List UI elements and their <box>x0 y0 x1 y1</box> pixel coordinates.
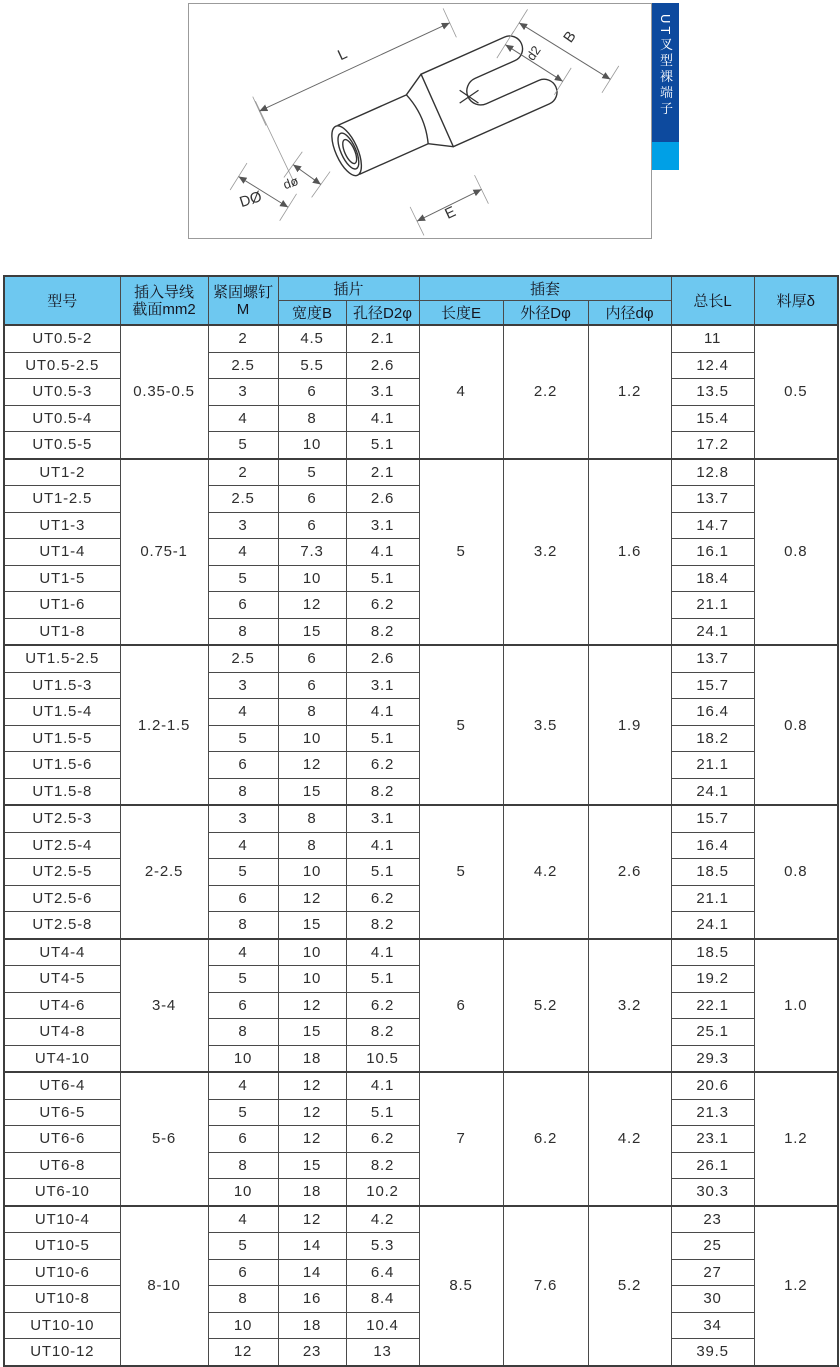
tab-width-cell: 14 <box>278 1233 346 1260</box>
screw-cell: 5 <box>208 859 278 886</box>
total-length-cell: 21.1 <box>671 885 754 912</box>
model-cell: UT10-10 <box>4 1312 120 1339</box>
category-tab-label: UT叉型裸端子 <box>658 14 673 118</box>
model-cell: UT1-5 <box>4 565 120 592</box>
screw-cell: 4 <box>208 1072 278 1099</box>
tab-hole-cell: 3.1 <box>346 805 419 832</box>
total-length-cell: 23.1 <box>671 1126 754 1153</box>
tab-width-cell: 6 <box>278 645 346 672</box>
model-cell: UT1-8 <box>4 618 120 645</box>
thickness-cell: 0.8 <box>754 805 838 939</box>
sleeve-length-cell: 7 <box>419 1072 503 1206</box>
wire-range-cell: 2-2.5 <box>120 805 208 939</box>
model-cell: UT1.5-2.5 <box>4 645 120 672</box>
tab-hole-cell: 5.3 <box>346 1233 419 1260</box>
tab-hole-cell: 4.1 <box>346 832 419 859</box>
model-cell: UT1-2.5 <box>4 486 120 513</box>
tab-hole-cell: 4.1 <box>346 405 419 432</box>
total-length-cell: 15.4 <box>671 405 754 432</box>
screw-cell: 5 <box>208 432 278 459</box>
model-cell: UT4-4 <box>4 939 120 966</box>
screw-cell: 3 <box>208 672 278 699</box>
header-wire-line1: 插入导线 <box>133 283 194 301</box>
tab-width-cell: 10 <box>278 859 346 886</box>
tab-hole-cell: 8.2 <box>346 1152 419 1179</box>
total-length-cell: 18.5 <box>671 859 754 886</box>
screw-cell: 3 <box>208 805 278 832</box>
tab-width-cell: 18 <box>278 1179 346 1206</box>
dimension-lines <box>239 23 611 221</box>
screw-cell: 10 <box>208 1045 278 1072</box>
header-model: 型号 <box>4 276 120 325</box>
screw-cell: 8 <box>208 1286 278 1313</box>
wire-range-cell: 5-6 <box>120 1072 208 1206</box>
tab-width-cell: 10 <box>278 939 346 966</box>
tab-width-cell: 12 <box>278 1072 346 1099</box>
thickness-cell: 0.8 <box>754 459 838 646</box>
total-length-cell: 16.1 <box>671 539 754 566</box>
tab-width-cell: 5 <box>278 459 346 486</box>
tab-width-cell: 15 <box>278 778 346 805</box>
sleeve-id-cell: 1.2 <box>588 325 671 459</box>
sleeve-od-cell: 3.2 <box>503 459 588 646</box>
sleeve-length-cell: 5 <box>419 805 503 939</box>
screw-cell: 8 <box>208 1019 278 1046</box>
model-cell: UT0.5-2 <box>4 325 120 352</box>
extension-lines <box>230 8 619 235</box>
tab-hole-cell: 2.1 <box>346 459 419 486</box>
table-row <box>4 325 838 352</box>
model-cell: UT6-4 <box>4 1072 120 1099</box>
total-length-cell: 22.1 <box>671 992 754 1019</box>
sleeve-id-cell: 3.2 <box>588 939 671 1073</box>
total-length-cell: 24.1 <box>671 912 754 939</box>
total-length-cell: 26.1 <box>671 1152 754 1179</box>
wire-range-cell: 3-4 <box>120 939 208 1073</box>
screw-cell: 5 <box>208 966 278 993</box>
thickness-cell: 0.8 <box>754 645 838 805</box>
model-cell: UT2.5-5 <box>4 859 120 886</box>
tab-hole-cell: 5.1 <box>346 565 419 592</box>
model-cell: UT10-6 <box>4 1259 120 1286</box>
tab-hole-cell: 8.2 <box>346 912 419 939</box>
model-cell: UT10-8 <box>4 1286 120 1313</box>
tab-width-cell: 10 <box>278 432 346 459</box>
tab-width-cell: 7.3 <box>278 539 346 566</box>
tab-width-cell: 12 <box>278 1126 346 1153</box>
screw-cell: 5 <box>208 725 278 752</box>
dim-label-B: B <box>560 28 580 46</box>
tab-width-cell: 6 <box>278 672 346 699</box>
total-length-cell: 25.1 <box>671 1019 754 1046</box>
model-cell: UT6-6 <box>4 1126 120 1153</box>
tab-width-cell: 12 <box>278 1099 346 1126</box>
total-length-cell: 16.4 <box>671 832 754 859</box>
total-length-cell: 18.5 <box>671 939 754 966</box>
tab-hole-cell: 5.1 <box>346 859 419 886</box>
tab-hole-cell: 8.2 <box>346 1019 419 1046</box>
header-tab-width: 宽度B <box>278 301 346 326</box>
tab-width-cell: 6 <box>278 486 346 513</box>
tab-width-cell: 4.5 <box>278 325 346 352</box>
category-side-tab <box>652 3 679 170</box>
header-screw <box>208 276 278 325</box>
thickness-cell: 1.0 <box>754 939 838 1073</box>
header-total-length: 总长L <box>671 276 754 325</box>
tab-hole-cell: 3.1 <box>346 512 419 539</box>
tab-width-cell: 12 <box>278 752 346 779</box>
screw-cell: 2.5 <box>208 645 278 672</box>
screw-cell: 2.5 <box>208 352 278 379</box>
screw-cell: 6 <box>208 992 278 1019</box>
tab-hole-cell: 8.4 <box>346 1286 419 1313</box>
tab-width-cell: 8 <box>278 832 346 859</box>
tab-width-cell: 8 <box>278 699 346 726</box>
tab-hole-cell: 10.4 <box>346 1312 419 1339</box>
tab-width-cell: 14 <box>278 1259 346 1286</box>
screw-cell: 8 <box>208 778 278 805</box>
screw-cell: 2 <box>208 325 278 352</box>
total-length-cell: 13.5 <box>671 379 754 406</box>
tab-width-cell: 12 <box>278 885 346 912</box>
model-cell: UT4-10 <box>4 1045 120 1072</box>
dim-label-d2: d2 <box>523 42 544 64</box>
screw-cell: 6 <box>208 1259 278 1286</box>
screw-cell: 2.5 <box>208 486 278 513</box>
model-cell: UT10-5 <box>4 1233 120 1260</box>
wire-range-cell: 1.2-1.5 <box>120 645 208 805</box>
model-cell: UT6-8 <box>4 1152 120 1179</box>
tab-width-cell: 15 <box>278 912 346 939</box>
total-length-cell: 23 <box>671 1206 754 1233</box>
tab-hole-cell: 10.5 <box>346 1045 419 1072</box>
model-cell: UT4-8 <box>4 1019 120 1046</box>
total-length-cell: 15.7 <box>671 672 754 699</box>
tab-hole-cell: 2.1 <box>346 325 419 352</box>
tab-hole-cell: 3.1 <box>346 672 419 699</box>
tab-hole-cell: 6.2 <box>346 1126 419 1153</box>
total-length-cell: 21.3 <box>671 1099 754 1126</box>
tab-width-cell: 5.5 <box>278 352 346 379</box>
thickness-cell: 1.2 <box>754 1072 838 1206</box>
model-cell: UT1-3 <box>4 512 120 539</box>
total-length-cell: 18.2 <box>671 725 754 752</box>
tab-hole-cell: 6.2 <box>346 752 419 779</box>
tab-hole-cell: 2.6 <box>346 352 419 379</box>
total-length-cell: 13.7 <box>671 645 754 672</box>
tab-width-cell: 10 <box>278 966 346 993</box>
tab-width-cell: 12 <box>278 1206 346 1233</box>
model-cell: UT2.5-6 <box>4 885 120 912</box>
total-length-cell: 30.3 <box>671 1179 754 1206</box>
sleeve-od-cell: 7.6 <box>503 1206 588 1366</box>
total-length-cell: 11 <box>671 325 754 352</box>
sleeve-od-cell: 3.5 <box>503 645 588 805</box>
header-screw-line2: M <box>236 300 250 318</box>
total-length-cell: 15.7 <box>671 805 754 832</box>
total-length-cell: 19.2 <box>671 966 754 993</box>
tab-width-cell: 6 <box>278 512 346 539</box>
screw-cell: 5 <box>208 1233 278 1260</box>
table-row <box>4 645 838 672</box>
tab-hole-cell: 5.1 <box>346 1099 419 1126</box>
dim-label-D-big: DØ <box>237 188 264 212</box>
tab-width-cell: 8 <box>278 805 346 832</box>
wire-range-cell: 0.75-1 <box>120 459 208 646</box>
tab-width-cell: 18 <box>278 1312 346 1339</box>
model-cell: UT2.5-4 <box>4 832 120 859</box>
tab-hole-cell: 5.1 <box>346 432 419 459</box>
tab-hole-cell: 3.1 <box>346 379 419 406</box>
model-cell: UT6-10 <box>4 1179 120 1206</box>
model-cell: UT10-4 <box>4 1206 120 1233</box>
sleeve-id-cell: 2.6 <box>588 805 671 939</box>
tab-width-cell: 16 <box>278 1286 346 1313</box>
screw-cell: 8 <box>208 618 278 645</box>
total-length-cell: 25 <box>671 1233 754 1260</box>
total-length-cell: 14.7 <box>671 512 754 539</box>
screw-cell: 4 <box>208 1206 278 1233</box>
sleeve-length-cell: 6 <box>419 939 503 1073</box>
tab-hole-cell: 4.1 <box>346 939 419 966</box>
screw-cell: 4 <box>208 699 278 726</box>
tab-width-cell: 15 <box>278 1019 346 1046</box>
model-cell: UT1-2 <box>4 459 120 486</box>
model-cell: UT1.5-8 <box>4 778 120 805</box>
header-screw-line1: 紧固螺钉 <box>212 283 273 301</box>
wire-range-cell: 0.35-0.5 <box>120 325 208 459</box>
table-row <box>4 939 838 966</box>
model-cell: UT4-6 <box>4 992 120 1019</box>
sleeve-length-cell: 5 <box>419 645 503 805</box>
total-length-cell: 13.7 <box>671 486 754 513</box>
model-cell: UT0.5-3 <box>4 379 120 406</box>
screw-cell: 8 <box>208 912 278 939</box>
sleeve-id-cell: 5.2 <box>588 1206 671 1366</box>
header-sleeve-length: 长度E <box>419 301 503 326</box>
total-length-cell: 21.1 <box>671 752 754 779</box>
terminal-drawing-frame <box>188 3 652 239</box>
screw-cell: 3 <box>208 512 278 539</box>
total-length-cell: 27 <box>671 1259 754 1286</box>
tab-hole-cell: 6.2 <box>346 992 419 1019</box>
tab-hole-cell: 8.2 <box>346 778 419 805</box>
model-cell: UT6-5 <box>4 1099 120 1126</box>
screw-cell: 4 <box>208 832 278 859</box>
screw-cell: 3 <box>208 379 278 406</box>
sleeve-od-cell: 5.2 <box>503 939 588 1073</box>
tab-hole-cell: 2.6 <box>346 645 419 672</box>
tab-width-cell: 6 <box>278 379 346 406</box>
tab-hole-cell: 5.1 <box>346 966 419 993</box>
table-row <box>4 1206 838 1233</box>
sleeve-id-cell: 1.6 <box>588 459 671 646</box>
model-cell: UT1.5-5 <box>4 725 120 752</box>
tab-hole-cell: 5.1 <box>346 725 419 752</box>
total-length-cell: 18.4 <box>671 565 754 592</box>
thickness-cell: 1.2 <box>754 1206 838 1366</box>
tab-width-cell: 12 <box>278 592 346 619</box>
screw-cell: 6 <box>208 1126 278 1153</box>
thickness-cell: 0.5 <box>754 325 838 459</box>
table-row <box>4 459 838 486</box>
tab-width-cell: 18 <box>278 1045 346 1072</box>
wire-range-cell: 8-10 <box>120 1206 208 1366</box>
tab-hole-cell: 8.2 <box>346 618 419 645</box>
model-cell: UT1.5-3 <box>4 672 120 699</box>
tab-width-cell: 15 <box>278 1152 346 1179</box>
total-length-cell: 12.4 <box>671 352 754 379</box>
total-length-cell: 20.6 <box>671 1072 754 1099</box>
table-row <box>4 1072 838 1099</box>
sleeve-id-cell: 4.2 <box>588 1072 671 1206</box>
sleeve-od-cell: 4.2 <box>503 805 588 939</box>
header-tab-hole: 孔径D2φ <box>346 301 419 326</box>
total-length-cell: 34 <box>671 1312 754 1339</box>
total-length-cell: 21.1 <box>671 592 754 619</box>
table-row <box>4 805 838 832</box>
tab-hole-cell: 6.2 <box>346 885 419 912</box>
total-length-cell: 24.1 <box>671 778 754 805</box>
header-wire-section <box>120 276 208 325</box>
tab-width-cell: 23 <box>278 1339 346 1366</box>
screw-cell: 4 <box>208 539 278 566</box>
header-thickness: 料厚δ <box>754 276 838 325</box>
tab-hole-cell: 2.6 <box>346 486 419 513</box>
tab-hole-cell: 4.1 <box>346 699 419 726</box>
screw-cell: 6 <box>208 885 278 912</box>
screw-cell: 6 <box>208 752 278 779</box>
tab-width-cell: 10 <box>278 725 346 752</box>
header-wire-line2: 截面mm2 <box>132 300 196 318</box>
tab-width-cell: 12 <box>278 992 346 1019</box>
tab-width-cell: 8 <box>278 405 346 432</box>
total-length-cell: 39.5 <box>671 1339 754 1366</box>
screw-cell: 5 <box>208 565 278 592</box>
sleeve-length-cell: 4 <box>419 325 503 459</box>
model-cell: UT1-4 <box>4 539 120 566</box>
sleeve-id-cell: 1.9 <box>588 645 671 805</box>
model-cell: UT4-5 <box>4 966 120 993</box>
header-sleeve-id: 内径dφ <box>588 301 671 326</box>
header-sleeve-group: 插套 <box>419 276 671 301</box>
screw-cell: 2 <box>208 459 278 486</box>
screw-cell: 6 <box>208 592 278 619</box>
category-tab-accent <box>652 142 679 170</box>
model-cell: UT1.5-6 <box>4 752 120 779</box>
dim-label-L: L <box>335 46 350 65</box>
screw-cell: 4 <box>208 939 278 966</box>
dim-label-E: E <box>442 204 459 223</box>
model-cell: UT10-12 <box>4 1339 120 1366</box>
screw-cell: 10 <box>208 1312 278 1339</box>
slot-cross-mark <box>460 90 479 103</box>
model-cell: UT0.5-5 <box>4 432 120 459</box>
sleeve-length-cell: 5 <box>419 459 503 646</box>
total-length-cell: 24.1 <box>671 618 754 645</box>
screw-cell: 12 <box>208 1339 278 1366</box>
model-cell: UT0.5-2.5 <box>4 352 120 379</box>
model-cell: UT2.5-3 <box>4 805 120 832</box>
spec-table <box>3 275 839 1367</box>
total-length-cell: 17.2 <box>671 432 754 459</box>
tab-hole-cell: 4.1 <box>346 1072 419 1099</box>
model-cell: UT1-6 <box>4 592 120 619</box>
total-length-cell: 29.3 <box>671 1045 754 1072</box>
screw-cell: 4 <box>208 405 278 432</box>
model-cell: UT2.5-8 <box>4 912 120 939</box>
category-tab-dark <box>652 3 679 142</box>
screw-cell: 10 <box>208 1179 278 1206</box>
tab-hole-cell: 10.2 <box>346 1179 419 1206</box>
model-cell: UT1.5-4 <box>4 699 120 726</box>
tab-hole-cell: 4.1 <box>346 539 419 566</box>
total-length-cell: 16.4 <box>671 699 754 726</box>
tab-width-cell: 10 <box>278 565 346 592</box>
screw-cell: 8 <box>208 1152 278 1179</box>
tab-hole-cell: 4.2 <box>346 1206 419 1233</box>
tab-hole-cell: 6.2 <box>346 592 419 619</box>
model-cell: UT0.5-4 <box>4 405 120 432</box>
screw-cell: 5 <box>208 1099 278 1126</box>
sleeve-od-cell: 6.2 <box>503 1072 588 1206</box>
total-length-cell: 12.8 <box>671 459 754 486</box>
terminal-drawing <box>189 4 651 238</box>
tab-hole-cell: 13 <box>346 1339 419 1366</box>
header-sleeve-od: 外径Dφ <box>503 301 588 326</box>
dim-label-d-small: dø <box>281 172 301 193</box>
sleeve-od-cell: 2.2 <box>503 325 588 459</box>
sleeve-length-cell: 8.5 <box>419 1206 503 1366</box>
tab-hole-cell: 6.4 <box>346 1259 419 1286</box>
total-length-cell: 30 <box>671 1286 754 1313</box>
tab-width-cell: 15 <box>278 618 346 645</box>
header-tab-group: 插片 <box>278 276 419 301</box>
